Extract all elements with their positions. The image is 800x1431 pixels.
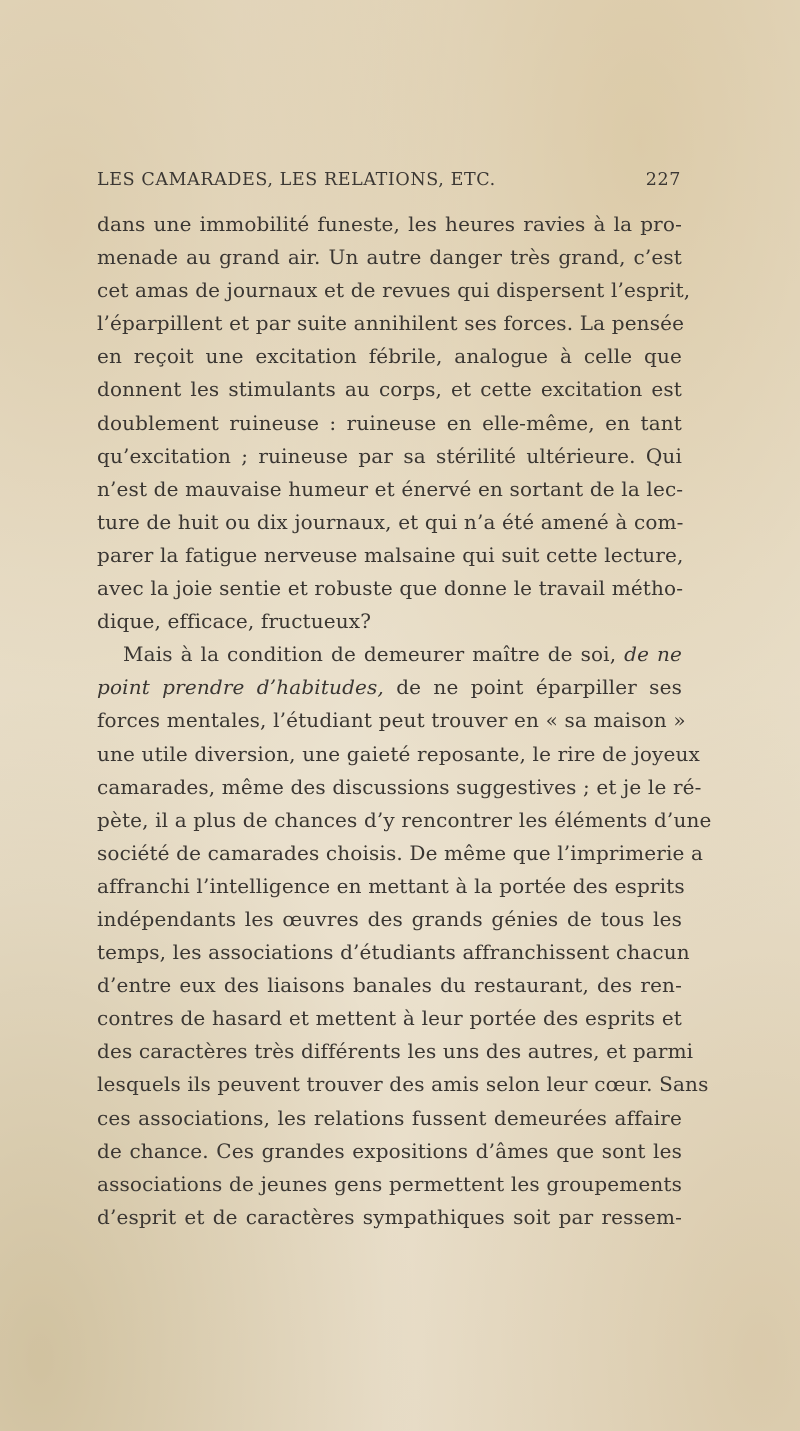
text-line: une utile diversion, une gaieté reposante, le rire de joyeux — [97, 741, 700, 766]
italic-span: de ne — [624, 642, 682, 667]
text-line: parer la fatigue nerveuse malsaine qui suit cette lecture, — [97, 542, 684, 567]
body-text — [97, 208, 712, 1234]
text-span: Mais à la condition de demeurer maître de soi, — [123, 642, 625, 667]
text-line: d’entre eux des liaisons banales du restaurant, des ren- — [97, 973, 682, 998]
text-line: lesquels ils peuvent trouver des amis selon leur cœur. Sans — [97, 1072, 709, 1097]
text-line: n’est de mauvaise humeur et énervé en sortant de la lec- — [97, 476, 684, 501]
text-line: l’éparpillent et par suite annihilent ses forces. La pensée — [97, 311, 685, 336]
text-line: forces mentales, l’étudiant peut trouver en « sa maison » — [97, 708, 686, 733]
text-span: de ne point éparpiller ses — [383, 675, 682, 700]
page-number: 227 — [645, 170, 681, 190]
text-line: contres de hasard et mettent à leur portée des esprits et — [97, 1006, 682, 1031]
text-line: société de camarades choisis. De même que l’imprimerie a — [97, 840, 704, 865]
text-line: menade au grand air. Un autre danger très grand, c’est — [97, 245, 682, 270]
text-line: pète, il a plus de chances d’y rencontrer les éléments d’une — [97, 807, 712, 832]
text-line: indépendants les œuvres des grands génies de tous les — [97, 906, 682, 931]
text-line-paragraph-end: dique, efficace, fructueux? — [97, 609, 372, 634]
text-line: donnent les stimulants au corps, et cette excitation est — [97, 377, 682, 402]
text-line-paragraph-start — [97, 638, 682, 671]
italic-span: point prendre d’habitudes, — [97, 675, 384, 700]
text-line: de chance. Ces grandes expositions d’âmes que sont les — [97, 1138, 682, 1163]
text-line: ture de huit ou dix journaux, et qui n’a été amené à com- — [97, 509, 684, 534]
text-line: ces associations, les relations fussent demeurées affaire — [97, 1105, 682, 1130]
text-line — [97, 671, 682, 704]
text-line: d’esprit et de caractères sympathiques soit par ressem- — [97, 1204, 682, 1229]
text-line: temps, les associations d’étudiants affranchissent chacun — [97, 940, 690, 965]
text-line: qu’excitation ; ruineuse par sa stérilité ultérieure. Qui — [97, 443, 682, 468]
text-line: en reçoit une excitation fébrile, analogue à celle que — [97, 344, 682, 369]
text-line: avec la joie sentie et robuste que donne le travail métho- — [97, 576, 684, 601]
text-line: doublement ruineuse : ruineuse en elle-même, en tant — [97, 410, 682, 435]
text-line: affranchi l’intelligence en mettant à la portée des esprits — [97, 873, 685, 898]
text-line: dans une immobilité funeste, les heures ravies à la pro- — [97, 212, 682, 236]
running-head — [97, 170, 681, 198]
running-title: LES CAMARADES, LES RELATIONS, ETC. — [97, 170, 496, 190]
text-line: cet amas de journaux et de revues qui dispersent l’esprit, — [97, 278, 691, 303]
text-line: des caractères très différents les uns des autres, et parmi — [97, 1039, 694, 1064]
text-line: camarades, même des discussions suggestives ; et je le ré- — [97, 774, 702, 799]
text-line: associations de jeunes gens permettent les groupements — [97, 1171, 682, 1196]
